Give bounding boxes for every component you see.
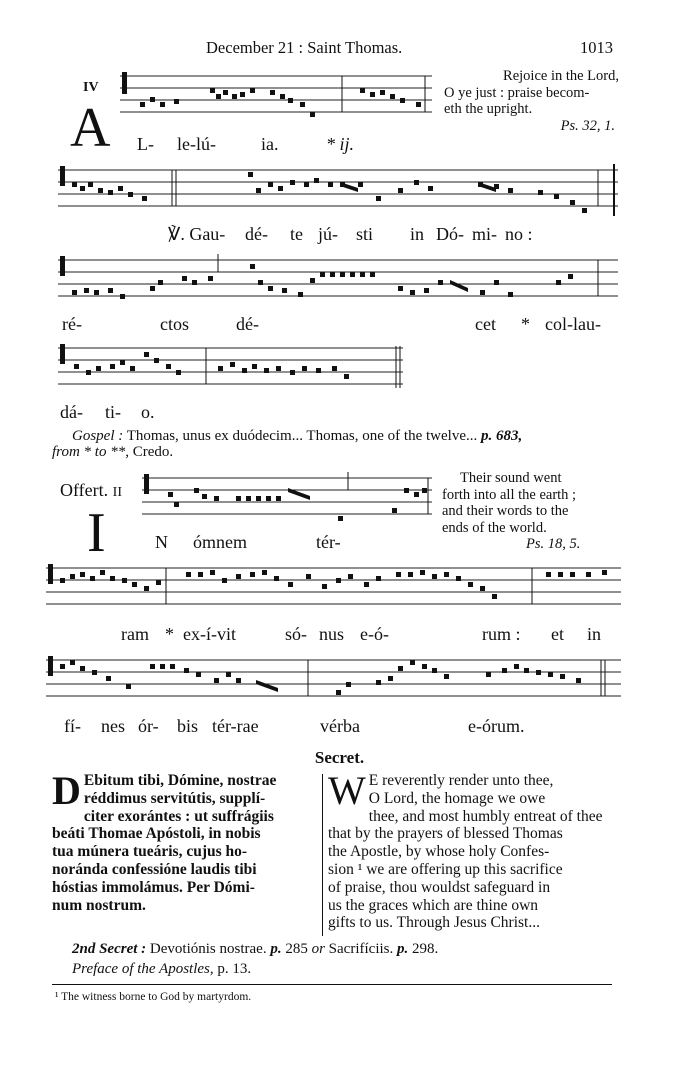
music-staff (46, 650, 621, 712)
lyric: nus (319, 624, 345, 644)
secret-latin: D Ebitum tibi, Dómine, nostrae réddimus servitútis, supplí- citer exorántes : ut suffrágiis beáti Thomae Apóstoli, in nobis tua múnera tueáris, cujus ho- noránda confessióne laudis tibi hóstias immolámus. Per Dómi- num nostrum. (52, 768, 277, 914)
second-secret: 2nd Secret : Devotiónis nostrae. p. 285 or Sacrifíciis. p. 298. (72, 941, 439, 957)
lyric: ram (121, 624, 149, 644)
running-title: December 21 : Saint Thomas. (206, 38, 403, 57)
initial-capital: A (70, 97, 111, 159)
lyric: ti- (105, 402, 121, 422)
lyric: ctos (160, 314, 189, 334)
lyric: in (410, 224, 425, 244)
music-staff (58, 250, 618, 310)
gospel-range: from * to **, Credo. (52, 444, 174, 460)
drop-cap: D (52, 768, 81, 813)
music-staff (142, 468, 432, 530)
footnote: ¹ The witness borne to God by martyrdom. (55, 991, 252, 1003)
lyric: jú- (318, 224, 338, 244)
gospel-reference: Gospel : Thomas, unus ex duódecim... Thomas, one of the twelve... p. 683, (72, 428, 523, 444)
lyric: ómnem (193, 532, 247, 552)
lyric: N (155, 532, 168, 552)
offertory-label: Offert. II (60, 480, 122, 500)
lyric: dá- (60, 402, 83, 422)
lyric: Dó- (436, 224, 464, 244)
lyric: le-lú- (177, 134, 216, 154)
page-number: 1013 (580, 38, 613, 57)
column-divider (322, 774, 323, 936)
lyric: ex-í-vit (183, 624, 236, 644)
lyric: et (551, 624, 564, 644)
lyric: nes (101, 716, 125, 736)
music-staff (46, 558, 621, 620)
lyric: dé- (236, 314, 259, 334)
preface-reference: Preface of the Apostles, p. 13. (72, 961, 252, 977)
secret-english: W E reverently render unto thee, O Lord, the homage we owe thee, and most humbly entreat of thee that by the prayers of blessed Thomas the Apostle, by whose holy Confes- sion ¹ we are offering up this sacrifice of praise, thou wouldst safeguard in us the graces which are thine own gifts to us. Through Jesus Christ... (328, 768, 603, 932)
lyric: cet (475, 314, 496, 334)
lyric: rum : (482, 624, 521, 644)
lyric: in (587, 624, 602, 644)
music-staff (58, 160, 618, 220)
lyric: sti (356, 224, 374, 244)
lyric: no : (505, 224, 533, 244)
lyric: fí- (64, 716, 81, 736)
music-staff (120, 64, 432, 130)
lyric: ia. (261, 134, 279, 154)
drop-cap: W (328, 768, 366, 813)
lyric: ór- (138, 716, 159, 736)
mode-number: IV (83, 80, 99, 95)
section-heading: Secret. (314, 748, 365, 767)
music-staff (58, 340, 403, 396)
lyric: mi- (472, 224, 497, 244)
lyric: dé- (245, 224, 268, 244)
lyric: col-lau- (545, 314, 601, 334)
lyric: bis (177, 716, 199, 736)
lyric: ré- (62, 314, 82, 334)
lyric: o. (141, 402, 155, 422)
lyric: ℣. Gau- (168, 224, 226, 244)
lyric: e-órum. (468, 716, 525, 736)
lyric: * (521, 314, 530, 334)
translation: Rejoice in the Lord, O ye just : praise becom- eth the upright. Ps. 32, 1. (444, 68, 619, 134)
lyric: * (165, 624, 174, 644)
lyric: e-ó- (360, 624, 389, 644)
lyric: L- (137, 134, 154, 154)
footnote-rule (52, 984, 612, 985)
lyric: tér-rae (212, 716, 259, 736)
initial-capital: I (87, 502, 106, 564)
lyric: vérba (320, 716, 360, 736)
lyric: te (290, 224, 303, 244)
lyric: só- (285, 624, 307, 644)
lyric: tér- (316, 532, 341, 552)
translation: Their sound went forth into all the earth ; and their words to the ends of the world. Ps. 18, 5. (442, 470, 581, 552)
lyric: * ij. (326, 134, 355, 154)
